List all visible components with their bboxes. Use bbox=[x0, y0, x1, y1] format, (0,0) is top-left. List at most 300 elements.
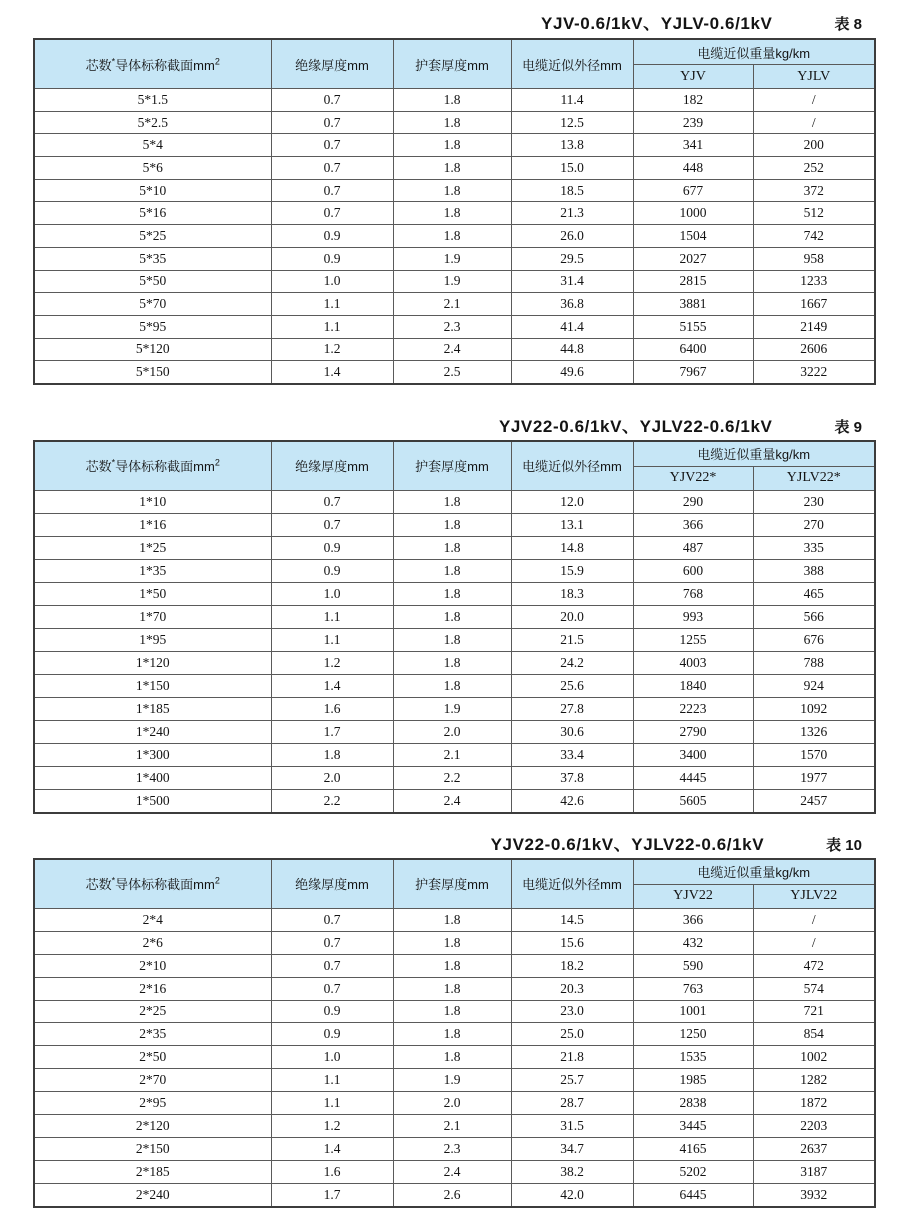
table-header bbox=[34, 441, 875, 491]
col-header-insulation-thickness: 绝缘厚度mm bbox=[271, 859, 393, 909]
cell: 1.8 bbox=[393, 1023, 511, 1046]
table-row bbox=[34, 789, 875, 813]
cell: 13.8 bbox=[511, 134, 633, 157]
cell: 5*120 bbox=[34, 338, 271, 361]
cell: 5155 bbox=[633, 315, 753, 338]
table-row bbox=[34, 766, 875, 789]
cell: 26.0 bbox=[511, 225, 633, 248]
cell: 3187 bbox=[753, 1160, 875, 1183]
cell: 574 bbox=[753, 977, 875, 1000]
table-row bbox=[34, 293, 875, 316]
table-row bbox=[34, 1023, 875, 1046]
table-title: YJV-0.6/1kV、YJLV-0.6/1kV bbox=[541, 14, 773, 33]
cell: 1.9 bbox=[393, 247, 511, 270]
cell: 36.8 bbox=[511, 293, 633, 316]
cell: 1.8 bbox=[393, 605, 511, 628]
document-page bbox=[0, 9, 900, 1208]
table-row bbox=[34, 931, 875, 954]
cell: 1.8 bbox=[393, 954, 511, 977]
cell: 1.8 bbox=[393, 651, 511, 674]
cell: / bbox=[753, 908, 875, 931]
cell: 15.0 bbox=[511, 157, 633, 180]
cell: 21.5 bbox=[511, 628, 633, 651]
cell: 788 bbox=[753, 651, 875, 674]
cell: 31.5 bbox=[511, 1114, 633, 1137]
cell: 2.1 bbox=[393, 293, 511, 316]
cell: 2*150 bbox=[34, 1137, 271, 1160]
table-row bbox=[34, 338, 875, 361]
cell: 1*50 bbox=[34, 582, 271, 605]
cell: 42.0 bbox=[511, 1183, 633, 1206]
cell: 29.5 bbox=[511, 247, 633, 270]
cell: 1872 bbox=[753, 1092, 875, 1115]
cell: 2.3 bbox=[393, 315, 511, 338]
col-header-yjlv22-weight: YJLV22 bbox=[753, 884, 875, 908]
cell: 2*95 bbox=[34, 1092, 271, 1115]
cell: 566 bbox=[753, 605, 875, 628]
table-section-8 bbox=[0, 9, 900, 385]
cell: 30.6 bbox=[511, 720, 633, 743]
table-9-title-row bbox=[0, 412, 900, 434]
cell: 5*150 bbox=[34, 361, 271, 384]
cable-spec-table-10 bbox=[33, 858, 876, 1208]
cell: 1977 bbox=[753, 766, 875, 789]
cell: 42.6 bbox=[511, 789, 633, 813]
cell: 721 bbox=[753, 1000, 875, 1023]
col-header-yjv22-weight: YJV22 bbox=[633, 884, 753, 908]
cell: 3932 bbox=[753, 1183, 875, 1206]
cell: 2*120 bbox=[34, 1114, 271, 1137]
cell: 1282 bbox=[753, 1069, 875, 1092]
cell: 854 bbox=[753, 1023, 875, 1046]
cell: 1.8 bbox=[393, 111, 511, 134]
table-row bbox=[34, 1046, 875, 1069]
cell: 0.7 bbox=[271, 977, 393, 1000]
cell: 1.8 bbox=[393, 674, 511, 697]
cell: 2.0 bbox=[271, 766, 393, 789]
cell: 487 bbox=[633, 536, 753, 559]
cell: 2.3 bbox=[393, 1137, 511, 1160]
cell: 2.4 bbox=[393, 338, 511, 361]
table-title: YJV22-0.6/1kV、YJLV22-0.6/1kV bbox=[490, 834, 765, 854]
cell: 2457 bbox=[753, 789, 875, 813]
cell: 2.4 bbox=[393, 1160, 511, 1183]
cell: 1.6 bbox=[271, 1160, 393, 1183]
cell: 2*50 bbox=[34, 1046, 271, 1069]
cell: 1.1 bbox=[271, 1092, 393, 1115]
cell: / bbox=[753, 89, 875, 112]
cell: 5*70 bbox=[34, 293, 271, 316]
cell: 21.8 bbox=[511, 1046, 633, 1069]
cell: 1*35 bbox=[34, 559, 271, 582]
cell: 1*70 bbox=[34, 605, 271, 628]
cell: 1.8 bbox=[393, 628, 511, 651]
cell: 5*50 bbox=[34, 270, 271, 293]
col-header-approx-weight: 电缆近似重量kg/km bbox=[633, 859, 875, 885]
cell: 31.4 bbox=[511, 270, 633, 293]
table-number: 表 9 bbox=[834, 418, 862, 436]
cell: 1*120 bbox=[34, 651, 271, 674]
cell: 0.7 bbox=[271, 490, 393, 513]
cell: 0.7 bbox=[271, 157, 393, 180]
col-header-insulation-thickness: 绝缘厚度mm bbox=[271, 441, 393, 491]
cell: 366 bbox=[633, 908, 753, 931]
cell: 472 bbox=[753, 954, 875, 977]
cell: 1250 bbox=[633, 1023, 753, 1046]
cell: 1.1 bbox=[271, 293, 393, 316]
cell: 5*25 bbox=[34, 225, 271, 248]
cell: 1.8 bbox=[393, 1000, 511, 1023]
cell: 1*150 bbox=[34, 674, 271, 697]
cell: 763 bbox=[633, 977, 753, 1000]
cell: 1535 bbox=[633, 1046, 753, 1069]
cell: 2*10 bbox=[34, 954, 271, 977]
cell: 33.4 bbox=[511, 743, 633, 766]
cell: 0.7 bbox=[271, 908, 393, 931]
cell: 3222 bbox=[753, 361, 875, 384]
cell: 290 bbox=[633, 490, 753, 513]
cell: 34.7 bbox=[511, 1137, 633, 1160]
cell: 239 bbox=[633, 111, 753, 134]
cell: 677 bbox=[633, 179, 753, 202]
cell: / bbox=[753, 111, 875, 134]
cell: 1000 bbox=[633, 202, 753, 225]
cell: 1233 bbox=[753, 270, 875, 293]
cell: 1.9 bbox=[393, 697, 511, 720]
cell: 0.9 bbox=[271, 225, 393, 248]
cell: 1.8 bbox=[393, 908, 511, 931]
cell: 341 bbox=[633, 134, 753, 157]
col-header-outer-diameter: 电缆近似外径mm bbox=[511, 39, 633, 89]
cell: 2149 bbox=[753, 315, 875, 338]
table-row bbox=[34, 1160, 875, 1183]
col-header-cores-section: 芯数*导体标称截面$mm^2$ bbox=[34, 859, 271, 909]
cell: 366 bbox=[633, 513, 753, 536]
cell: 924 bbox=[753, 674, 875, 697]
table-row bbox=[34, 111, 875, 134]
cell: 958 bbox=[753, 247, 875, 270]
table-row bbox=[34, 674, 875, 697]
cell: 1840 bbox=[633, 674, 753, 697]
cell: 6445 bbox=[633, 1183, 753, 1206]
cell: 182 bbox=[633, 89, 753, 112]
cell: 2838 bbox=[633, 1092, 753, 1115]
cell: 41.4 bbox=[511, 315, 633, 338]
cell: 38.2 bbox=[511, 1160, 633, 1183]
cell: 2223 bbox=[633, 697, 753, 720]
cell: 372 bbox=[753, 179, 875, 202]
cell: 1.1 bbox=[271, 605, 393, 628]
cell: 28.7 bbox=[511, 1092, 633, 1115]
cell: 1985 bbox=[633, 1069, 753, 1092]
table-row bbox=[34, 954, 875, 977]
cable-spec-table-9 bbox=[33, 440, 876, 814]
table-row bbox=[34, 697, 875, 720]
table-row bbox=[34, 315, 875, 338]
cell: 1.6 bbox=[271, 697, 393, 720]
table-number: 表 8 bbox=[834, 16, 862, 33]
cell: 27.8 bbox=[511, 697, 633, 720]
cell: 1092 bbox=[753, 697, 875, 720]
table-section-9 bbox=[0, 412, 900, 814]
cell: 993 bbox=[633, 605, 753, 628]
table-title: YJV22-0.6/1kV、YJLV22-0.6/1kV bbox=[498, 416, 773, 436]
cell: 4445 bbox=[633, 766, 753, 789]
cell: 1*10 bbox=[34, 490, 271, 513]
cell: 1326 bbox=[753, 720, 875, 743]
cell: 2203 bbox=[753, 1114, 875, 1137]
table-section-10 bbox=[0, 830, 900, 1208]
cell: 1*95 bbox=[34, 628, 271, 651]
cell: 2*6 bbox=[34, 931, 271, 954]
cell: 465 bbox=[753, 582, 875, 605]
table-row bbox=[34, 270, 875, 293]
cell: 5*35 bbox=[34, 247, 271, 270]
table-10-title-row bbox=[0, 830, 900, 852]
table-row bbox=[34, 89, 875, 112]
cell: 1.8 bbox=[393, 202, 511, 225]
col-header-sheath-thickness: 护套厚度mm bbox=[393, 39, 511, 89]
cell: 5605 bbox=[633, 789, 753, 813]
cell: 448 bbox=[633, 157, 753, 180]
cell: 1*25 bbox=[34, 536, 271, 559]
cell: 768 bbox=[633, 582, 753, 605]
cell: 0.7 bbox=[271, 202, 393, 225]
cell: 2815 bbox=[633, 270, 753, 293]
cell: 432 bbox=[633, 931, 753, 954]
col-header-yjlv22-weight: YJLV22* bbox=[753, 466, 875, 490]
table-row bbox=[34, 134, 875, 157]
cell: 676 bbox=[753, 628, 875, 651]
cell: 23.0 bbox=[511, 1000, 633, 1023]
cell: 1.2 bbox=[271, 1114, 393, 1137]
cell: 1.8 bbox=[393, 225, 511, 248]
col-header-insulation-thickness: 绝缘厚度mm bbox=[271, 39, 393, 89]
cell: 13.1 bbox=[511, 513, 633, 536]
cell: 5*10 bbox=[34, 179, 271, 202]
table-row bbox=[34, 490, 875, 513]
col-header-yjv22-weight: YJV22* bbox=[633, 466, 753, 490]
cell: / bbox=[753, 931, 875, 954]
cell: 2*4 bbox=[34, 908, 271, 931]
cell: 270 bbox=[753, 513, 875, 536]
cell: 0.9 bbox=[271, 559, 393, 582]
col-header-outer-diameter: 电缆近似外径mm bbox=[511, 441, 633, 491]
table-row bbox=[34, 582, 875, 605]
cell: 20.3 bbox=[511, 977, 633, 1000]
cell: 18.3 bbox=[511, 582, 633, 605]
cell: 2*16 bbox=[34, 977, 271, 1000]
cell: 0.9 bbox=[271, 536, 393, 559]
cell: 2.6 bbox=[393, 1183, 511, 1206]
cell: 4003 bbox=[633, 651, 753, 674]
cable-spec-table-8 bbox=[33, 38, 876, 385]
cell: 230 bbox=[753, 490, 875, 513]
cell: 0.7 bbox=[271, 931, 393, 954]
cell: 1.7 bbox=[271, 720, 393, 743]
cell: 1.0 bbox=[271, 582, 393, 605]
table-row bbox=[34, 247, 875, 270]
cell: 1.0 bbox=[271, 270, 393, 293]
cell: 1.8 bbox=[393, 582, 511, 605]
cell: 3400 bbox=[633, 743, 753, 766]
cell: 12.0 bbox=[511, 490, 633, 513]
cell: 11.4 bbox=[511, 89, 633, 112]
table-8-title-row bbox=[0, 9, 900, 31]
cell: 0.7 bbox=[271, 513, 393, 536]
cell: 5*6 bbox=[34, 157, 271, 180]
cell: 5*4 bbox=[34, 134, 271, 157]
cell: 2.5 bbox=[393, 361, 511, 384]
cell: 388 bbox=[753, 559, 875, 582]
cell: 512 bbox=[753, 202, 875, 225]
cell: 12.5 bbox=[511, 111, 633, 134]
table-row bbox=[34, 1114, 875, 1137]
col-header-cores-section: 芯数*导体标称截面$mm^2$ bbox=[34, 39, 271, 89]
col-header-yjlv-weight: YJLV bbox=[753, 65, 875, 89]
col-header-sheath-thickness: 护套厚度mm bbox=[393, 441, 511, 491]
cell: 1570 bbox=[753, 743, 875, 766]
cell: 25.0 bbox=[511, 1023, 633, 1046]
cell: 0.9 bbox=[271, 247, 393, 270]
cell: 18.2 bbox=[511, 954, 633, 977]
table-row bbox=[34, 1069, 875, 1092]
table-body bbox=[34, 908, 875, 1206]
cell: 2027 bbox=[633, 247, 753, 270]
table-row bbox=[34, 536, 875, 559]
cell: 25.6 bbox=[511, 674, 633, 697]
table-row bbox=[34, 157, 875, 180]
cell: 37.8 bbox=[511, 766, 633, 789]
cell: 1.2 bbox=[271, 651, 393, 674]
cell: 1504 bbox=[633, 225, 753, 248]
table-row bbox=[34, 559, 875, 582]
cell: 0.7 bbox=[271, 89, 393, 112]
table-header bbox=[34, 859, 875, 909]
cell: 5202 bbox=[633, 1160, 753, 1183]
cell: 3881 bbox=[633, 293, 753, 316]
col-header-cores-section: 芯数*导体标称截面$mm^2$ bbox=[34, 441, 271, 491]
cell: 3445 bbox=[633, 1114, 753, 1137]
cell: 15.9 bbox=[511, 559, 633, 582]
col-header-sheath-thickness: 护套厚度mm bbox=[393, 859, 511, 909]
cell: 1.8 bbox=[393, 490, 511, 513]
cell: 590 bbox=[633, 954, 753, 977]
cell: 0.7 bbox=[271, 179, 393, 202]
cell: 2.2 bbox=[393, 766, 511, 789]
cell: 200 bbox=[753, 134, 875, 157]
cell: 1667 bbox=[753, 293, 875, 316]
cell: 1.8 bbox=[393, 977, 511, 1000]
table-row bbox=[34, 908, 875, 931]
cell: 2.0 bbox=[393, 1092, 511, 1115]
cell: 1.1 bbox=[271, 628, 393, 651]
table-row bbox=[34, 202, 875, 225]
cell: 2*240 bbox=[34, 1183, 271, 1206]
cell: 5*2.5 bbox=[34, 111, 271, 134]
cell: 1.8 bbox=[393, 134, 511, 157]
cell: 4165 bbox=[633, 1137, 753, 1160]
cell: 1002 bbox=[753, 1046, 875, 1069]
col-header-approx-weight: 电缆近似重量kg/km bbox=[633, 441, 875, 467]
table-body bbox=[34, 490, 875, 813]
cell: 1.8 bbox=[393, 179, 511, 202]
cell: 1.8 bbox=[393, 89, 511, 112]
cell: 2.4 bbox=[393, 789, 511, 813]
cell: 1.0 bbox=[271, 1046, 393, 1069]
cell: 2637 bbox=[753, 1137, 875, 1160]
table-row bbox=[34, 513, 875, 536]
cell: 1.9 bbox=[393, 1069, 511, 1092]
cell: 2.0 bbox=[393, 720, 511, 743]
cell: 1.2 bbox=[271, 338, 393, 361]
cell: 2*185 bbox=[34, 1160, 271, 1183]
cell: 7967 bbox=[633, 361, 753, 384]
col-header-outer-diameter: 电缆近似外径mm bbox=[511, 859, 633, 909]
cell: 1.8 bbox=[393, 157, 511, 180]
cell: 18.5 bbox=[511, 179, 633, 202]
cell: 15.6 bbox=[511, 931, 633, 954]
table-row bbox=[34, 1137, 875, 1160]
cell: 2*70 bbox=[34, 1069, 271, 1092]
cell: 1*500 bbox=[34, 789, 271, 813]
cell: 2*25 bbox=[34, 1000, 271, 1023]
cell: 2606 bbox=[753, 338, 875, 361]
cell: 0.7 bbox=[271, 111, 393, 134]
table-row bbox=[34, 179, 875, 202]
cell: 0.9 bbox=[271, 1023, 393, 1046]
table-row bbox=[34, 1183, 875, 1206]
cell: 742 bbox=[753, 225, 875, 248]
cell: 20.0 bbox=[511, 605, 633, 628]
cell: 1001 bbox=[633, 1000, 753, 1023]
cell: 0.9 bbox=[271, 1000, 393, 1023]
cell: 2.2 bbox=[271, 789, 393, 813]
table-row bbox=[34, 977, 875, 1000]
cell: 1.8 bbox=[393, 536, 511, 559]
cell: 2790 bbox=[633, 720, 753, 743]
cell: 44.8 bbox=[511, 338, 633, 361]
cell: 1.8 bbox=[393, 513, 511, 536]
cell: 335 bbox=[753, 536, 875, 559]
cell: 1255 bbox=[633, 628, 753, 651]
table-header bbox=[34, 39, 875, 89]
cell: 5*16 bbox=[34, 202, 271, 225]
cell: 24.2 bbox=[511, 651, 633, 674]
col-header-approx-weight: 电缆近似重量kg/km bbox=[633, 39, 875, 65]
table-number: 表 10 bbox=[826, 836, 862, 854]
table-row bbox=[34, 225, 875, 248]
table-row bbox=[34, 1000, 875, 1023]
cell: 21.3 bbox=[511, 202, 633, 225]
table-row bbox=[34, 361, 875, 384]
cell: 1.4 bbox=[271, 1137, 393, 1160]
table-row bbox=[34, 743, 875, 766]
table-row bbox=[34, 628, 875, 651]
cell: 600 bbox=[633, 559, 753, 582]
cell: 252 bbox=[753, 157, 875, 180]
cell: 1.8 bbox=[393, 1046, 511, 1069]
cell: 5*1.5 bbox=[34, 89, 271, 112]
cell: 5*95 bbox=[34, 315, 271, 338]
cell: 25.7 bbox=[511, 1069, 633, 1092]
table-row bbox=[34, 605, 875, 628]
cell: 1.1 bbox=[271, 315, 393, 338]
cell: 1.1 bbox=[271, 1069, 393, 1092]
cell: 1.9 bbox=[393, 270, 511, 293]
cell: 1.8 bbox=[393, 559, 511, 582]
table-row bbox=[34, 720, 875, 743]
